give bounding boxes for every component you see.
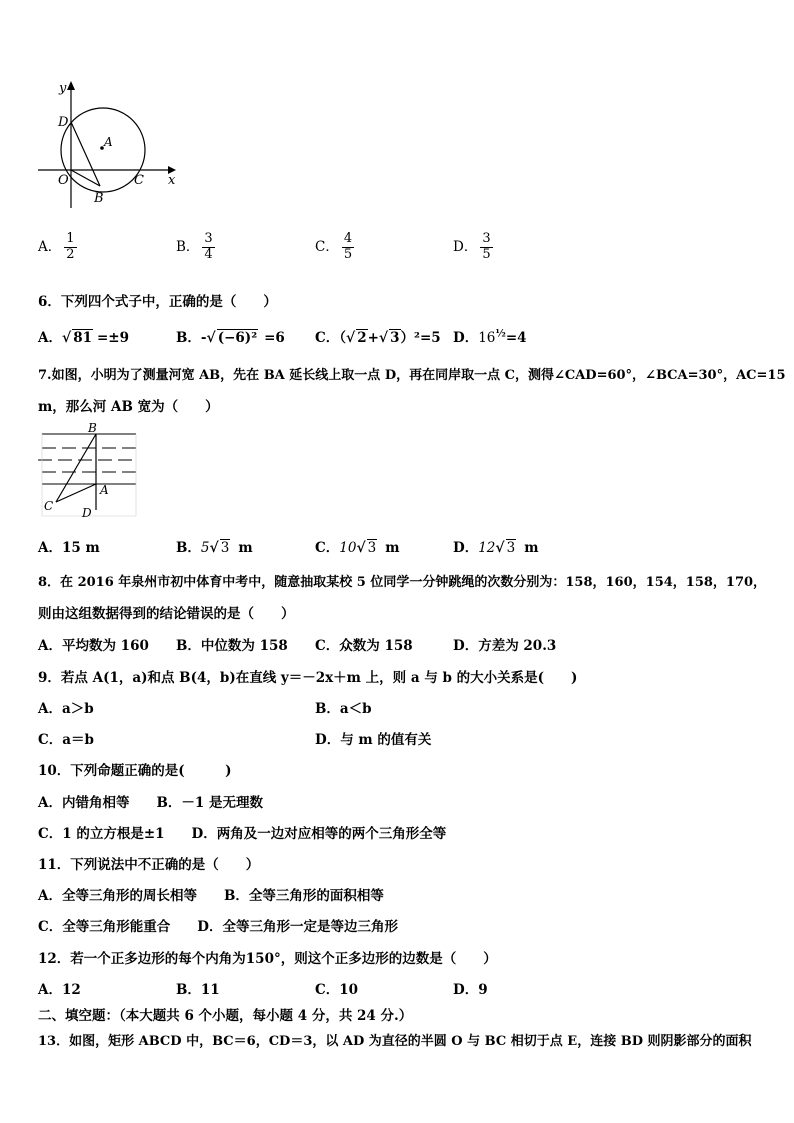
q5-a-label: A． [38,238,62,255]
q7-d-coef: 12 [478,540,496,556]
circle-a [61,108,145,192]
q5-b-denominator: 4 [204,246,213,262]
q6-d-exponent: ½ [495,328,506,340]
q6-b-radicand: (−6)² [217,330,258,346]
q11-options-cd[interactable]: C．全等三角形能重合 D．全等三角形一定是等边三角形 [38,919,398,935]
q7-c-label: C． [315,540,340,556]
label-d: D [58,115,69,130]
q7-b-label: B． [176,540,201,556]
q11-stem: 11．下列说法中不正确的是（ ） [38,857,260,873]
q9-option-b[interactable]: B．a＜b [315,701,372,717]
q5-c-fraction [342,232,354,263]
q6-c-rest: ）²=5 [400,330,441,346]
q6-option-d[interactable] [453,326,527,346]
radical-icon: √ [495,540,505,556]
q7-option-a[interactable]: A．15 m [38,540,100,556]
q12-option-c[interactable]: C．10 [315,982,359,998]
label-y: y [59,81,67,96]
q7-c-radicand: 3 [367,540,377,556]
radical-icon: √ [209,540,219,556]
q12-option-d[interactable]: D．9 [453,982,488,998]
segment-cb [56,434,96,502]
q7-stem-line2: m，那么河 AB 宽为（ ） [38,399,219,415]
q7-d-unit: m [524,540,539,556]
q8-stem-line1: 8．在 2016 年泉州市初中体育中考中，随意抽取某校 5 位同学一分钟跳绳的次数分别为：158，160，154，158，170， [38,575,767,590]
q10-stem: 10．下列命题正确的是( ) [38,763,232,779]
q8-stem-line2: 则由这组数据得到的结论错误的是（ ） [38,606,295,622]
q6-d-base: 16 [478,330,496,346]
q5-d-fraction [480,232,492,263]
label-x: x [168,173,176,188]
label-d: D [82,506,92,520]
q5-d-numerator: 3 [482,231,491,246]
q6-option-b[interactable] [176,326,285,346]
section-heading-fill-in: 二、填空题：（本大题共 6 个小题，每小题 4 分，共 24 分.） [38,1008,413,1024]
label-b: B [94,191,104,206]
q7-c-coef: 10 [339,540,357,556]
label-a: A [100,483,109,497]
q7-d-label: D． [453,540,479,556]
q9-option-d[interactable]: D．与 m 的值有关 [315,732,432,748]
q7-d-radicand: 3 [506,540,516,556]
q5-c-numerator: 4 [343,231,353,246]
q6-b-rest: =6 [264,330,285,346]
q6-b-label: B．- [176,330,207,346]
q6-d-label: D． [453,330,479,346]
q7-b-unit: m [238,540,253,556]
q6-a-radicand: 81 [73,330,92,346]
q5-a-fraction [64,232,76,263]
q5-option-b[interactable] [176,232,215,263]
q7-stem-line1: 7.如图，小明为了测量河宽 AB，先在 BA 延长线上取一点 D，再在同岸取一点 C，测得∠CAD=60°，∠BCA=30°，AC=15 [38,368,786,383]
q11-options-ab[interactable]: A．全等三角形的周长相等 B．全等三角形的面积相等 [38,888,384,904]
q8-option-b[interactable]: B．中位数为 158 [176,638,288,654]
q8-option-c[interactable]: C．众数为 158 [315,638,413,654]
q5-b-fraction [202,232,214,263]
q5-d-denominator: 5 [482,246,491,262]
q5-option-d[interactable] [453,232,493,263]
q7-option-d[interactable] [453,536,539,556]
q9-stem: 9．若点 A(1，a)和点 B(4，b)在直线 y＝－2x＋m 上，则 a 与 b 的大小关系是( ) [38,670,578,686]
q6-a-rest: =±9 [96,330,130,346]
label-a: A [104,135,113,149]
q5-a-numerator: 1 [66,231,75,246]
q6-c-radicand-2: 3 [390,330,400,346]
q6-c-radicand-1: 2 [357,330,367,346]
q7-b-coef: 5 [200,540,210,556]
q5-a-denominator: 2 [66,246,75,262]
q12-stem: 12．若一个正多边形的每个内角为150°，则这个正多边形的边数是（ ） [38,951,497,967]
q5-d-label: D． [453,238,478,255]
segment-db [71,122,100,186]
q6-c-plus: + [367,330,379,346]
segment-ob [71,170,100,186]
q5-c-denominator: 5 [343,246,353,262]
q6-d-rest: =4 [505,330,527,346]
q12-option-b[interactable]: B．11 [176,982,220,998]
q8-option-a[interactable]: A．平均数为 160 [38,638,149,654]
river-figure [34,420,140,520]
radical-icon: √ [206,330,216,346]
q5-option-c[interactable] [315,232,354,263]
y-axis-arrow [67,81,75,90]
q7-b-radicand: 3 [220,540,230,556]
q6-option-a[interactable] [38,326,129,346]
label-c: C [134,173,144,188]
q12-option-a[interactable]: A．12 [38,982,81,998]
q9-option-c[interactable]: C．a＝b [38,732,94,748]
radical-icon: √ [346,330,356,346]
q8-option-d[interactable]: D．方差为 20.3 [453,638,557,654]
q13-stem: 13．如图，矩形 ABCD 中，BC＝6，CD＝3，以 AD 为直径的半圆 O 与 BC 相切于点 E，连接 BD 则阴影部分的面积 [38,1034,752,1049]
segment-ca [56,484,96,502]
q7-c-unit: m [385,540,400,556]
q6-c-label: C．（ [315,330,346,346]
q6-option-c[interactable] [315,326,441,346]
q10-options-ab[interactable]: A．内错角相等 B．－1 是无理数 [38,795,263,811]
q5-b-label: B． [176,238,200,255]
q7-option-c[interactable] [315,536,400,556]
q5-option-a[interactable] [38,232,77,263]
q5-c-label: C． [315,238,339,255]
q6-stem: 6．下列四个式子中，正确的是（ ） [38,294,277,310]
label-o: O [58,173,69,188]
q9-option-a[interactable]: A．a＞b [38,701,94,717]
q5-b-numerator: 3 [204,231,213,246]
radical-icon: √ [378,330,389,346]
q6-a-label: A． [38,330,62,346]
circle-axes-figure [30,78,190,208]
q10-options-cd[interactable]: C．1 的立方根是±1 D．两角及一边对应相等的两个三角形全等 [38,826,447,842]
q7-option-b[interactable] [176,536,253,556]
radical-icon: √ [356,540,366,556]
radical-icon: √ [61,330,72,346]
label-b: B [88,421,97,435]
label-c: C [44,499,54,513]
